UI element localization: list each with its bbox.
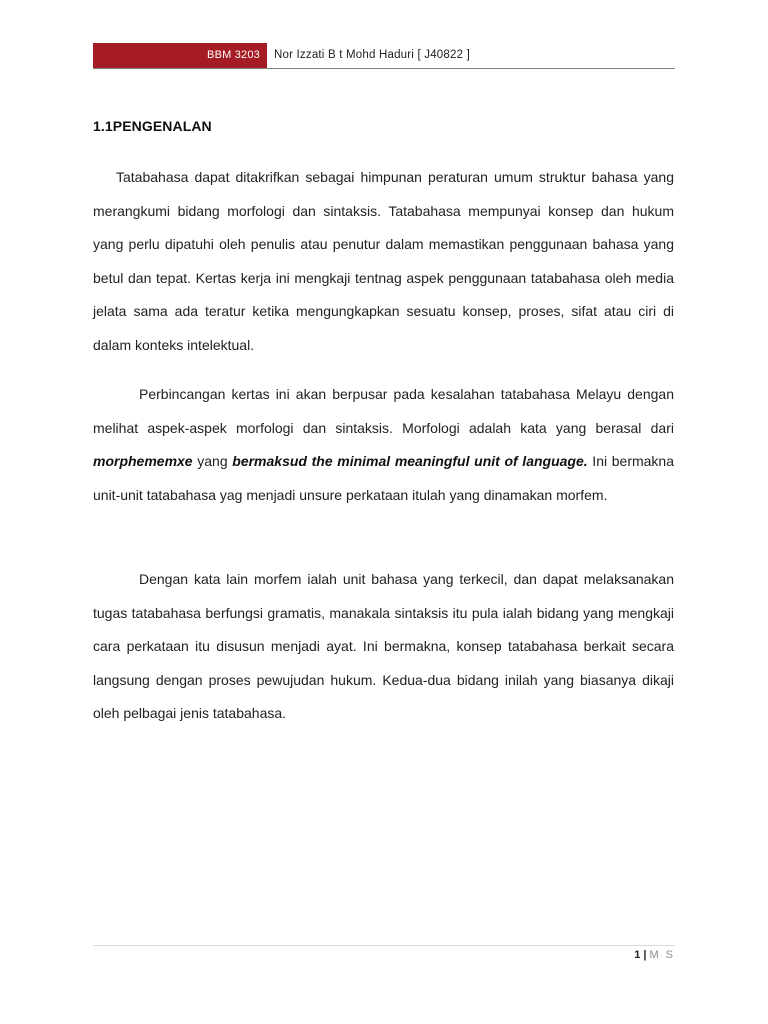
paragraph-2-text-c: Ini bermakna unit-unit tatabahasa yag menjadi unsure perkataan itulah yang dinamakan morfem. <box>93 453 674 503</box>
section-title: 1.1PENGENALAN <box>93 118 212 134</box>
footer-divider <box>93 945 675 946</box>
paragraph-2-text-a: Perbincangan kertas ini akan berpusar pada kesalahan tatabahasa Melayu dengan melihat aspek-aspek morfologi dan sintaksis. Morfologi adalah kata yang berasal dari <box>93 386 674 436</box>
paragraph-3: Dengan kata lain morfem ialah unit bahasa yang terkecil, dan dapat melaksanakan tugas tatabahasa berfungsi gramatis, manakala sintaksis itu pula ialah bidang yang mengkaji cara perkataan itu disusun menjadi ayat. Ini bermakna, konsep tatabahasa berkait secara langsung dengan proses pewujudan hukum. Kedua-dua bidang inilah yang biasanya dikaji oleh pelbagai jenis tatabahasa. <box>93 571 674 722</box>
paragraph-2 <box>93 378 674 512</box>
page-number: 1 <box>634 949 641 961</box>
header-divider <box>93 68 675 69</box>
term-definition: bermaksud the minimal meaningful unit of language. <box>232 453 588 470</box>
page-footer <box>634 947 675 963</box>
paragraph-2-text-b: yang <box>192 453 233 470</box>
course-code-badge: BBM 3203 <box>93 43 267 68</box>
footer-initials: M S <box>649 949 675 961</box>
footer-separator: | <box>643 949 647 961</box>
term-morphememxe: morphememxe <box>93 453 193 470</box>
author-line: Nor Izzati B t Mohd Haduri [ J40822 ] <box>274 49 470 61</box>
page-header <box>93 43 675 69</box>
paragraph-1: Tatabahasa dapat ditakrifkan sebagai himpunan peraturan umum struktur bahasa yang merangkumi bidang morfologi dan sintaksis. Tatabahasa mempunyai konsep dan hukum yang perlu dipatuhi oleh penulis atau penutur dalam memastikan penggunaan bahasa yang betul dan tepat. Kertas kerja ini mengkaji tentnag aspek penggunaan tatabahasa oleh media jelata sama ada teratur ketika mengungkapkan sesuatu konsep, proses, sifat atau ciri di dalam konteks intelektual. <box>93 169 674 353</box>
